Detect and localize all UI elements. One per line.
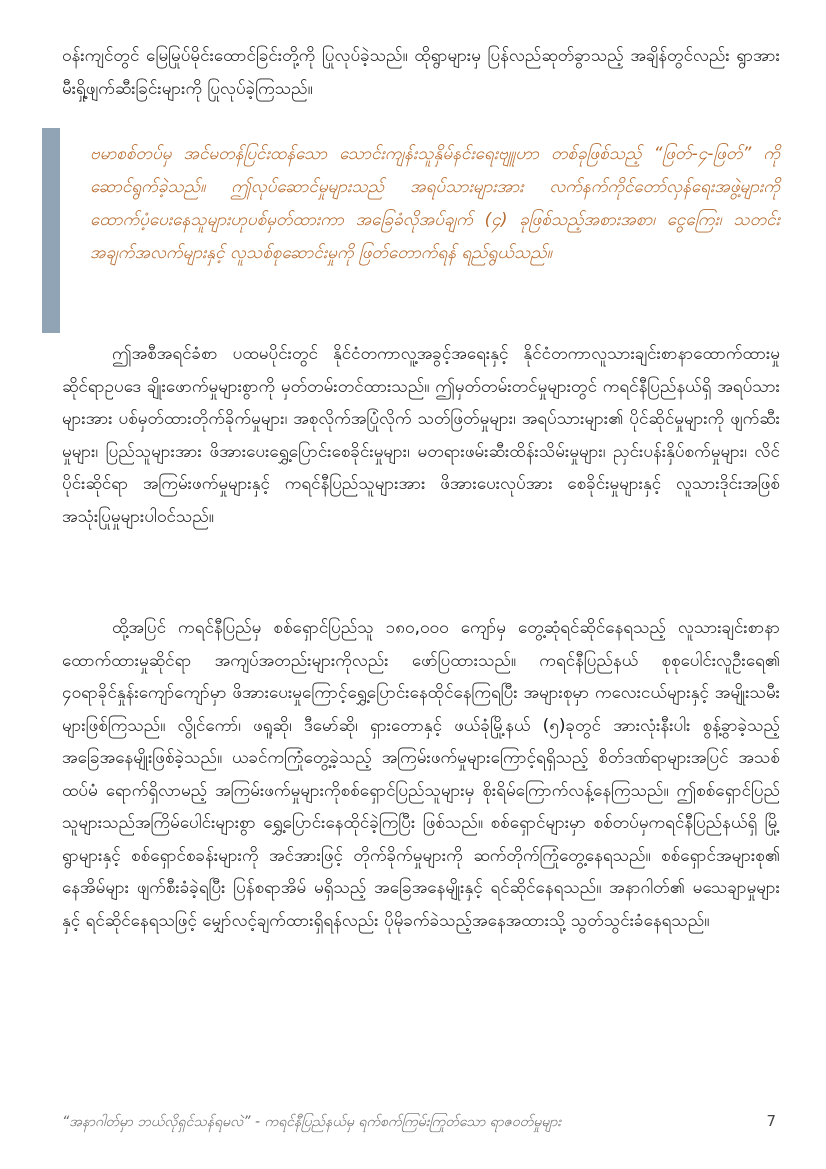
- quote-bar: [42, 128, 60, 333]
- page-number: 7: [766, 1112, 776, 1130]
- quote-text: ဗမာစစ်တပ်မှ အင်မတန်ပြင်းထန်သော သောင်းကျန်းသူနှိမ်နင်းရေးဗျူဟာ တစ်ခုဖြစ်သည့် “ဖြတ်-၄-ဖြတ်” ကို ဆောင်ရွက်ခဲ့သည်။ ဤလုပ်ဆောင်မှုများသည် အရပ်သားများအား လက်နက်ကိုင်တော်လှန်ရေးအဖွဲ့များကို ထောက်ပံ့ပေးနေသူများဟုပစ်မှတ်ထားကာ အခြေခံလိုအပ်ချက် (၄) ခုဖြစ်သည့်အစားအစာ၊ ငွေကြေး၊ သတင်းအချက်အလက်များနှင့် လူသစ်စုဆောင်းမှုကို ဖြတ်တောက်ရန် ရည်ရွယ်သည်။: [90, 144, 780, 263]
- pull-quote: [42, 128, 782, 333]
- body-paragraph-2: ထို့အပြင် ကရင်နီပြည်မှ စစ်ရှောင်ပြည်သူ ၁၈၀,၀၀၀ ကျော်မှ တွေ့ဆုံရင်ဆိုင်နေရသည့် လူသားချင်းစာနာ ထောက်ထားမှုဆိုင်ရာ အကျပ်အတည်းများကိုလည်း ဖော်ပြထားသည်။ ကရင်နီပြည်နယ် စုစုပေါင်းလူဦးရေ၏ ၄၀ရာခိုင်နှုန်းကျော်ကျော်မှာ ဖိအားပေးမှုကြောင့်ရွှေ့ပြောင်းနေထိုင်နေကြရပြီး အများစုမှာ ကလေးငယ်များနှင့် အမျိုးသမီးများဖြစ်ကြသည်။ လွိုင်ကော်၊ ဖရူဆို၊ ဒီမော်ဆို၊ ရှားတောနှင့် ဖယ်ခုံမြို့နယ် (၅)ခုတွင် အားလုံးနီးပါး စွန့်ခွာခဲ့သည့် အခြေအနေမျိုးဖြစ်ခဲ့သည်။ ယခင်ကကြုံတွေ့ခဲ့သည့် အကြမ်းဖက်မှုများကြောင့်ရရှိသည့် စိတ်ဒဏ်ရာများအပြင် အသစ်ထပ်မံ ရောက်ရှိလာမည့် အကြမ်းဖက်မှုများကိုစစ်ရှောင်ပြည်သူများမှ စိုးရိမ်ကြောက်လန့်နေကြသည်။ ဤစစ်ရှောင်ပြည်သူများသည်အကြိမ်ပေါင်းများစွာ ရွှေ့ပြောင်းနေထိုင်ခဲ့ကြပြီး ဖြစ်သည်။ စစ်ရှောင်များမှာ စစ်တပ်မှကရင်နီပြည်နယ်ရှိ မြို့ရွာများနှင့် စစ်ရှောင်စခန်းများကို အင်အားဖြင့် တိုက်ခိုက်မှုများကို ဆက်တိုက်ကြုံတွေ့နေရသည်။ စစ်ရှောင်အများစု၏ နေအိမ်များ ဖျက်စီးခံခဲ့ရပြီး ပြန်စရာအိမ် မရှိသည့် အခြေအနေမျိုးနှင့် ရင်ဆိုင်နေရသည်။ အနာဂါတ်၏ မသေချာမှုများနှင့် ရင်ဆိုင်နေရသဖြင့် မျှော်လင့်ချက်ထားရှိရန်လည်း ပိုမိုခက်ခဲသည့်အနေအထားသို့ သွတ်သွင်းခံနေရသည်။: [62, 618, 780, 931]
- footer-title: “အနာဂါတ်မှာ ဘယ်လိုရှင်သန်ရမလဲ” - ကရင်နီပြည်နယ်မှ ရက်စက်ကြမ်းကြုတ်သော ရာဇဝတ်မှုများ: [62, 1114, 561, 1130]
- intro-paragraph: ဝန်းကျင်တွင် မြေမြုပ်မိုင်းထောင်ခြင်းတို့ကို ပြုလုပ်ခဲ့သည်။ ထိုရွာများမှ ပြန်လည်ဆုတ်ခွာသည့် အချိန်တွင်လည်း ရွာအားမီးရှို့ဖျက်ဆီးခြင်းများကို ပြုလုပ်ခဲ့ကြသည်။: [62, 46, 780, 99]
- page-footer: [0, 1112, 826, 1138]
- body-paragraph-1: ဤအစီအရင်ခံစာ ပထမပိုင်းတွင် နိုင်ငံတကာလူ့အခွင့်အရေးနှင့် နိုင်ငံတကာလူသားချင်းစာနာထောက်ထားမှု ဆိုင်ရာဥပဒေ ချိုးဖောက်မှုများစွာကို မှတ်တမ်းတင်ထားသည်။ ဤမှတ်တမ်းတင်မှုများတွင် ကရင်နီပြည်နယ်ရှိ အရပ်သားများအား ပစ်မှတ်ထားတိုက်ခိုက်မှုများ၊ အစုလိုက်အပြုံလိုက် သတ်ဖြတ်မှုများ၊ အရပ်သားများ၏ ပိုင်ဆိုင်မှုများကို ဖျက်ဆီးမှုများ၊ ပြည်သူများအား ဖိအားပေးရွှေ့ပြောင်းစေခိုင်းမှုများ၊ မတရားဖမ်းဆီးထိန်းသိမ်းမှုများ၊ ညှင်းပန်းနှိပ်စက်မှုများ၊ လိင်ပိုင်းဆိုင်ရာ အကြမ်းဖက်မှုများနှင့် ကရင်နီပြည်သူများအား ဖိအားပေးလုပ်အား စေခိုင်းမှုများနှင့် လူသားဒိုင်းအဖြစ် အသုံးပြုမှုများပါဝင်သည်။: [62, 344, 780, 527]
